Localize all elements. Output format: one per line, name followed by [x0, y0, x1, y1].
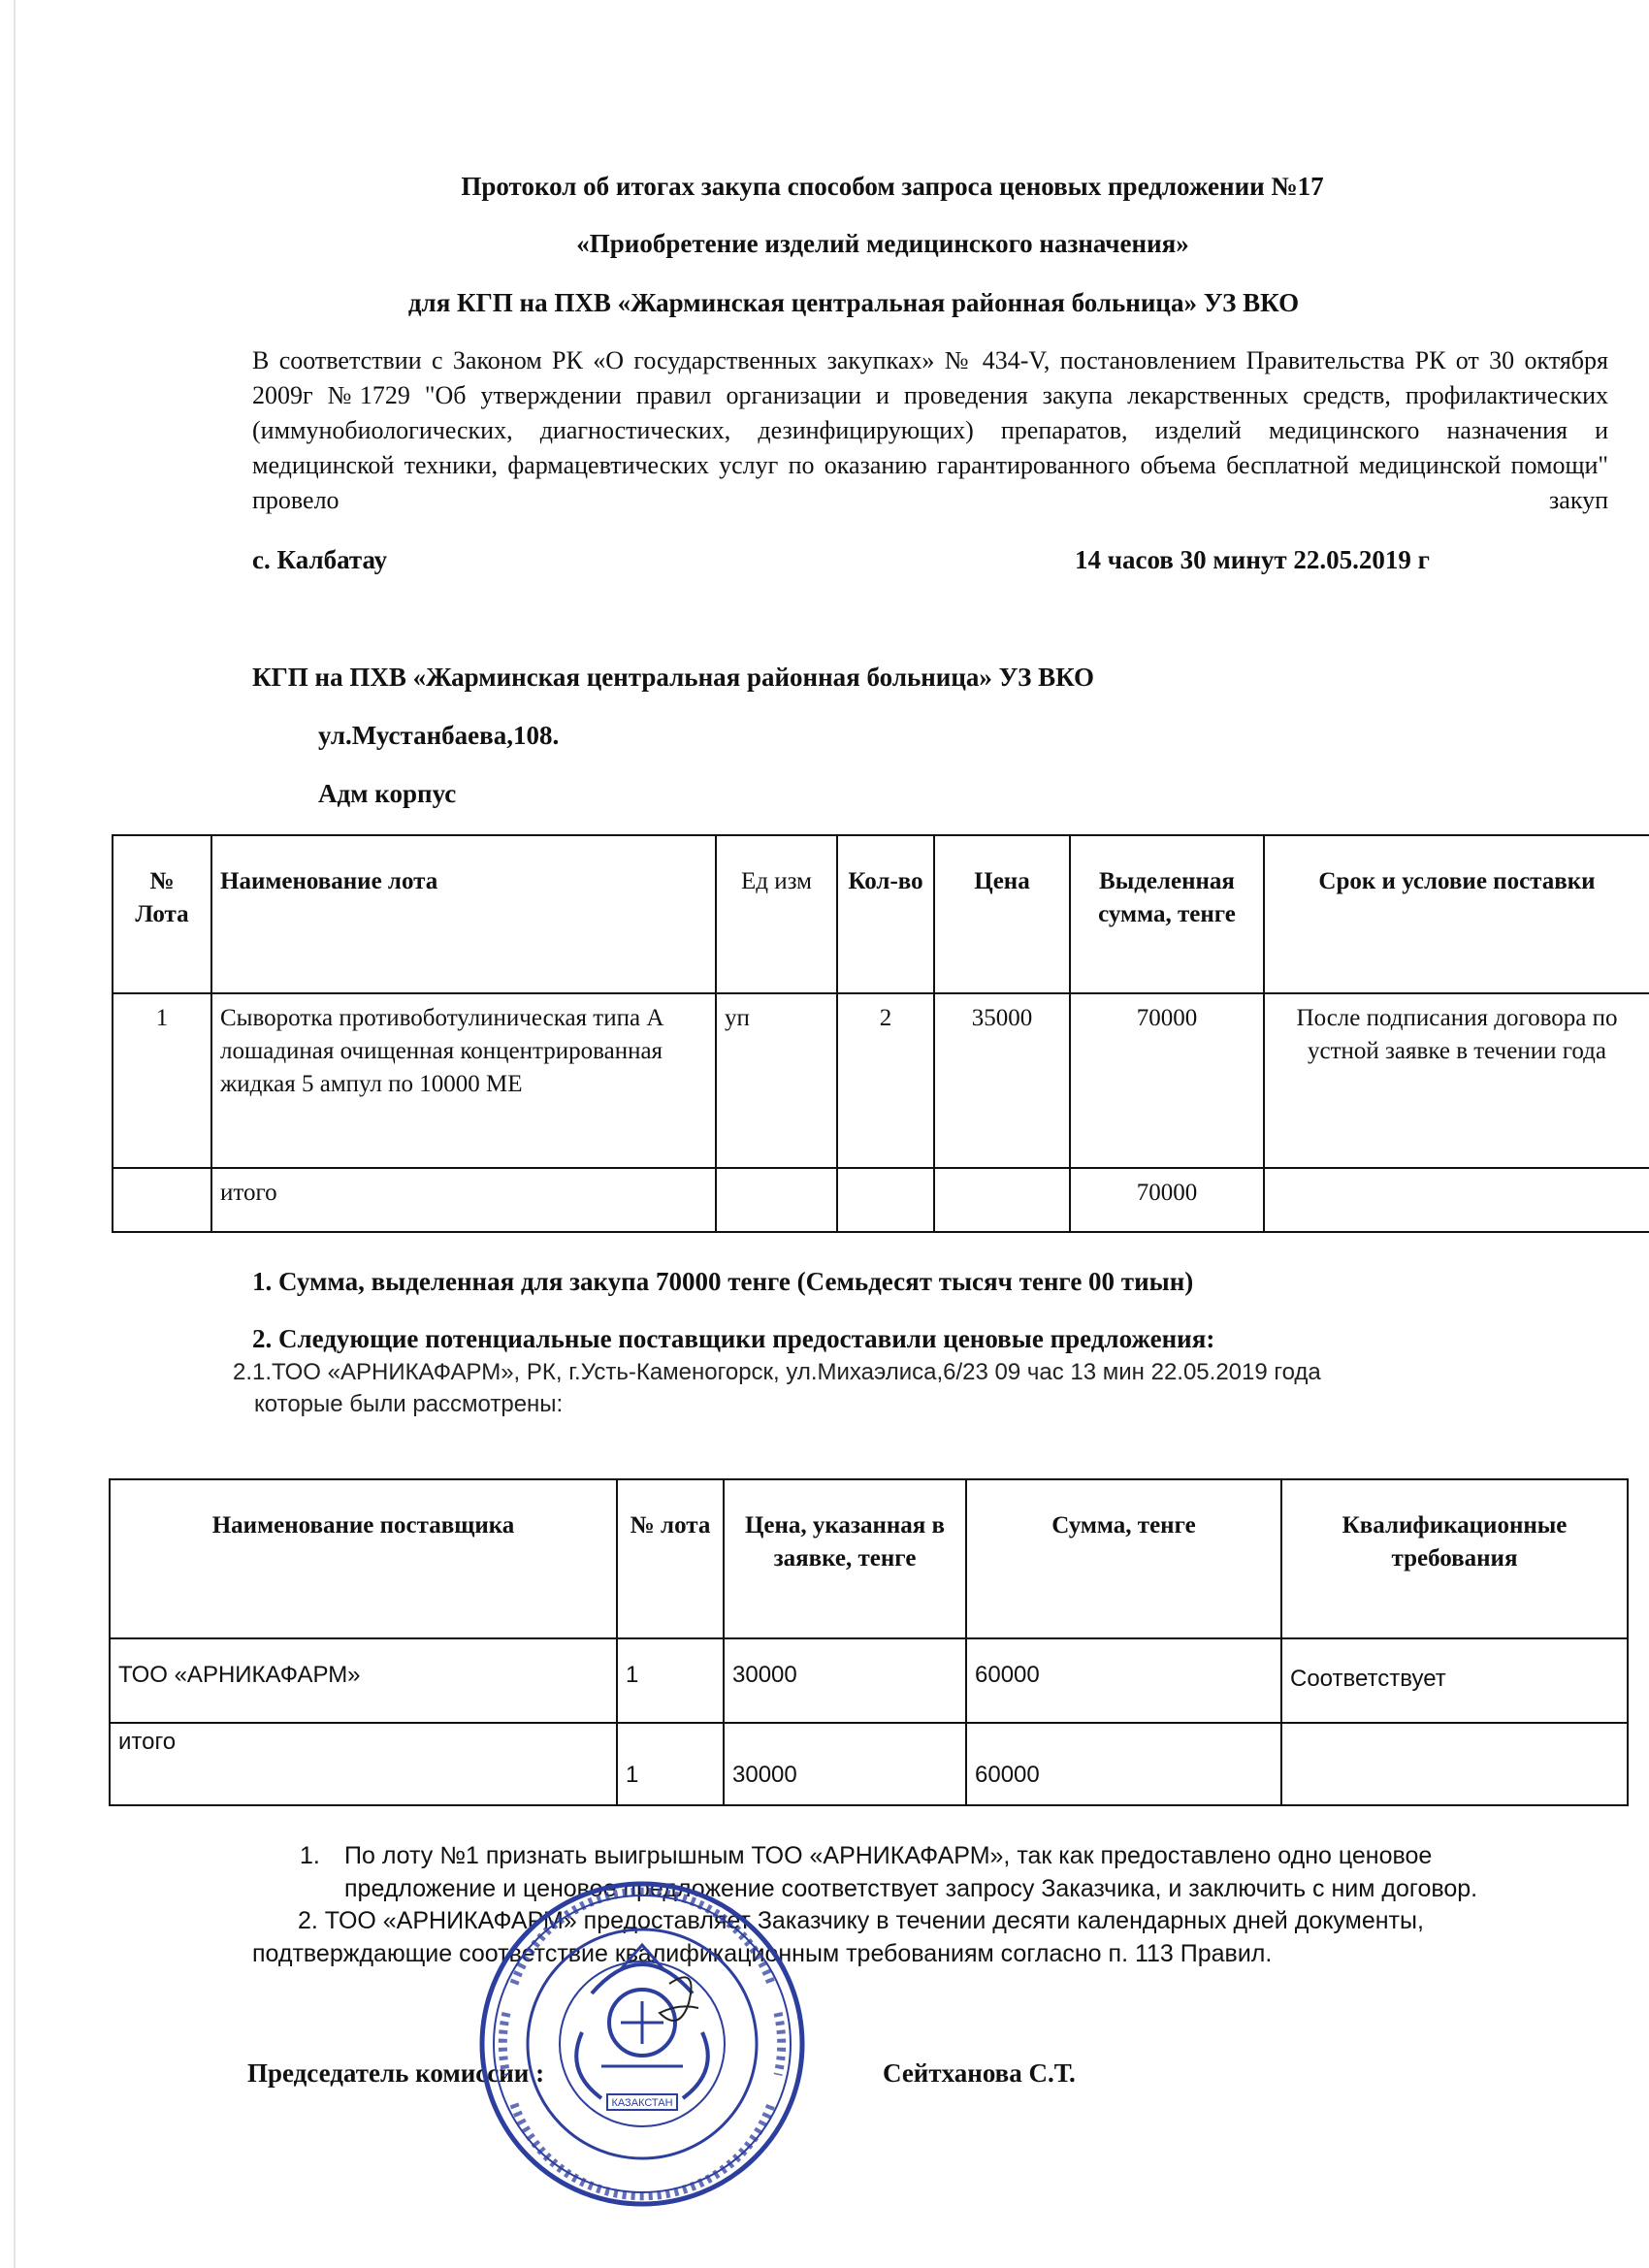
suppliers-total-price: 30000 [724, 1723, 966, 1805]
signature-role: Председатель комиссии : [247, 2058, 545, 2088]
table-row [113, 993, 1649, 1168]
lots-total-row [113, 1168, 1649, 1232]
decision-item-2-line-1: 2. ТОО «АРНИКАФАРМ» предоставляет Заказчику в течении десяти календарных дней документы, [298, 1907, 1424, 1934]
organizer-name: КГП на ПХВ «Жарминская центральная районная больница» УЗ ВКО [252, 663, 1095, 692]
stamp-banner-text: КАЗАКСТАН [611, 2097, 673, 2109]
supplier-price: 30000 [724, 1638, 966, 1723]
supplier-name: ТОО «АРНИКАФАРМ» [110, 1638, 617, 1723]
total-empty-cell [1281, 1723, 1628, 1805]
header-lot-number: № лота [617, 1479, 724, 1638]
lots-total-sum: 70000 [1070, 1168, 1264, 1232]
lot-number: 1 [113, 993, 211, 1168]
lot-price: 35000 [934, 993, 1070, 1168]
official-stamp [475, 1877, 810, 2212]
header-offered-price: Цена, указанная в заявке, тенге [724, 1479, 966, 1638]
decision-item-1-line-1: По лоту №1 признать выигрышным ТОО «АРНИКАФАРМ», так как предоставлено одно ценовое [344, 1842, 1433, 1869]
header-unit: Ед изм [716, 835, 837, 993]
title-line-1: Протокол об итогах закупа способом запроса ценовых предложении №17 [461, 172, 1324, 201]
scan-edge-line [14, 0, 16, 2268]
decision-item-2-line-2: подтверждающие соответствие квалификационным требованиям согласно п. 113 Правил. [252, 1940, 1273, 1967]
lot-terms: После подписания договора по устной заявке в течении года [1264, 993, 1649, 1168]
title-line-3: для КГП на ПХВ «Жарминская центральная районная больница» УЗ ВКО [407, 288, 1300, 317]
header-lot-number: № Лота [113, 835, 211, 993]
title-line-2: «Приобретение изделий медицинского назначения» [576, 229, 1189, 258]
supplier-sum: 60000 [966, 1638, 1281, 1723]
lot-unit: уп [716, 993, 837, 1168]
lots-total-label: итого [211, 1168, 716, 1232]
header-supplier-name: Наименование поставщика [110, 1479, 617, 1638]
suppliers-total-label: итого [110, 1723, 617, 1805]
decision-item-1-line-2: предложение и ценовое предложение соответствует запросу Заказчика, и заключить с ним договор. [344, 1875, 1478, 1902]
stamp-emblem-cross [621, 2001, 663, 2044]
intro-paragraph: В соответствии с Законом РК «О государственных закупках» № 434-V, постановлением Правительства РК от 30 октября 2009г №1729 "Об утверждении правил организации и проведения закупа лекарственных средств, профилактических (иммунобиологических, диагностических, дезинфицирующих) препаратов, изделий медицинского назначения и медицинской техники, фармацевтических услуг по оказанию гарантированного объема бесплатной медицинской помощи" провело закуп [252, 346, 1608, 514]
suppliers-total-sum: 60000 [966, 1723, 1281, 1805]
stamp-ring-lettering-top [514, 1892, 771, 1984]
total-empty-cell [837, 1168, 934, 1232]
header-qualification: Квалификационные требования [1281, 1479, 1628, 1638]
supplier-lot: 1 [617, 1638, 724, 1723]
suppliers-total-row [110, 1723, 1628, 1805]
total-empty-cell [716, 1168, 837, 1232]
total-empty-cell [934, 1168, 1070, 1232]
organizer-street: ул.Мустанбаева,108. [318, 721, 560, 750]
header-sum: Сумма, тенге [966, 1479, 1281, 1638]
table-row [110, 1638, 1628, 1723]
organizer-building: Адм корпус [318, 779, 457, 808]
header-lot-name: Наименование лота [211, 835, 716, 993]
datetime: 14 часов 30 минут 22.05.2019 г [1075, 545, 1430, 574]
lot-sum: 70000 [1070, 993, 1264, 1168]
reviewed-line: которые были рассмотрены: [254, 1391, 564, 1417]
suppliers-table-header-row [110, 1479, 1628, 1638]
suppliers-table [109, 1478, 1629, 1806]
lots-table-header-row [113, 835, 1649, 993]
lot-quantity: 2 [837, 993, 934, 1168]
supplier-qualification: Соответствует [1281, 1638, 1628, 1723]
header-quantity: Кол-во [837, 835, 934, 993]
lot-name: Сыворотка противоботулиническая типа А лошадиная очищенная концентрированная жидкая 5 ампул по 10000 МЕ [211, 993, 716, 1168]
header-price: Цена [934, 835, 1070, 993]
header-allocated-sum: Выделенная сумма, тенге [1070, 835, 1264, 993]
header-delivery-terms: Срок и условие поставки [1264, 835, 1649, 993]
section-2-heading: 2. Следующие потенциальные поставщики предоставили ценовые предложения: [252, 1324, 1215, 1353]
section-1-sum: 1. Сумма, выделенная для закупа 70000 тенге (Семьдесят тысяч тенге 00 тиын) [252, 1267, 1194, 1296]
stamp-ring-lettering-bottom [514, 2104, 771, 2196]
supplier-offer-line: 2.1.ТОО «АРНИКАФАРМ», РК, г.Усть-Каменогорск, ул.Михаэлиса,6/23 09 час 13 мин 22.05.2019 года [233, 1359, 1321, 1385]
place: с. Калбатау [252, 545, 388, 574]
decision-item-1-number: 1. [300, 1842, 320, 1869]
lots-table [112, 834, 1649, 1233]
suppliers-total-lot: 1 [617, 1723, 724, 1805]
signature-name: Сейтханова С.Т. [883, 2058, 1076, 2088]
total-empty-cell [113, 1168, 211, 1232]
total-empty-cell [1264, 1168, 1649, 1232]
